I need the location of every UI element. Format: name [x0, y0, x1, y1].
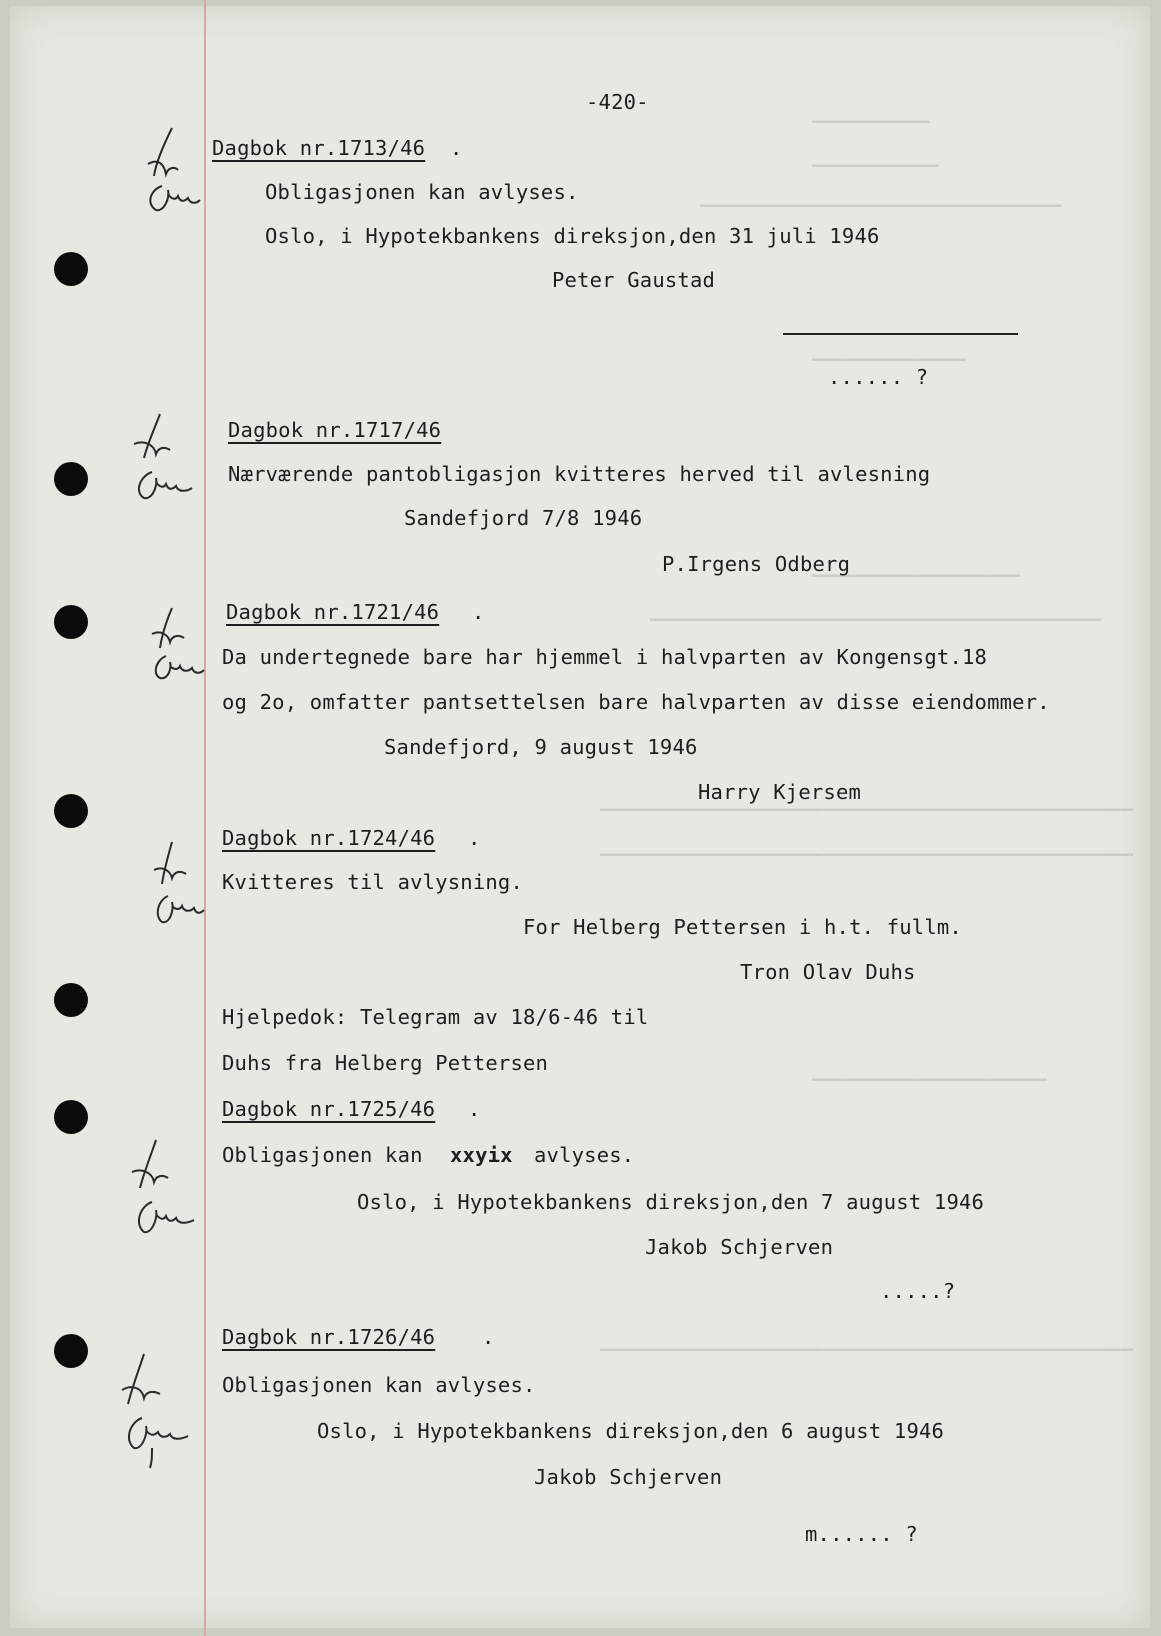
entry-text: og 2o, omfatter pantsettelsen bare halvparten av disse eiendommer. [222, 690, 1050, 714]
entry-text: Da undertegnede bare har hjemmel i halvparten av Kongensgt.18 [222, 645, 988, 669]
initials-signature [142, 124, 204, 220]
entry-text: Obligasjonen kan avlyses. [222, 1373, 536, 1397]
margin-line [204, 0, 206, 1636]
initials-signature [148, 604, 208, 684]
initials-signature [150, 838, 208, 938]
entry-text: Obligasjonen kan [222, 1143, 423, 1167]
struck-out-text: xxyix [450, 1143, 513, 1167]
punch-hole [54, 462, 88, 496]
handwritten-mark: m...... ? [805, 1522, 918, 1546]
entry-text: avlyses. [534, 1143, 635, 1167]
handwritten-mark: ...... ? [828, 365, 929, 389]
entry-header-tail: . [472, 600, 485, 624]
punch-hole [54, 794, 88, 828]
separator-rule [783, 333, 1018, 335]
entry-signature-name: Jakob Schjerven [645, 1235, 834, 1259]
entry-header: Dagbok nr.1721/46 [226, 600, 440, 624]
entry-text: Oslo, i Hypotekbankens direksjon,den 31 juli 1946 [265, 224, 880, 248]
entry-signature-name: P.Irgens Odberg [662, 552, 851, 576]
entry-text: Obligasjonen kan avlyses. [265, 180, 579, 204]
entry-text: Sandefjord 7/8 1946 [404, 506, 643, 530]
punch-hole [54, 252, 88, 286]
entry-text: For Helberg Pettersen i h.t. fullm. [523, 915, 962, 939]
punch-hole [54, 1334, 88, 1368]
initials-signature [130, 410, 198, 510]
entry-header-tail: . [450, 136, 463, 160]
entry-header: Dagbok nr.1717/46 [228, 418, 442, 442]
entry-signature-name: Harry Kjersem [698, 780, 862, 804]
entry-signature-name: Tron Olav Duhs [740, 960, 916, 984]
entry-text: Hjelpedok: Telegram av 18/6-46 til [222, 1005, 649, 1029]
entry-text: Kvitteres til avlysning. [222, 870, 524, 894]
entry-text: Oslo, i Hypotekbankens direksjon,den 7 august 1946 [357, 1190, 985, 1214]
entry-header-tail: . [468, 826, 481, 850]
handwritten-mark: .....? [880, 1279, 956, 1303]
entry-text: Duhs fra Helberg Pettersen [222, 1051, 549, 1075]
entry-header: Dagbok nr.1725/46 [222, 1097, 436, 1121]
punch-hole [54, 605, 88, 639]
initials-signature [128, 1136, 202, 1246]
entry-header: Dagbok nr.1724/46 [222, 826, 436, 850]
entry-text: Oslo, i Hypotekbankens direksjon,den 6 august 1946 [317, 1419, 945, 1443]
entry-header-tail: . [482, 1325, 495, 1349]
punch-hole [54, 1100, 88, 1134]
entry-text: Sandefjord, 9 august 1946 [384, 735, 698, 759]
entry-header: Dagbok nr.1726/46 [222, 1325, 436, 1349]
entry-signature-name: Peter Gaustad [552, 268, 716, 292]
entry-signature-name: Jakob Schjerven [534, 1465, 723, 1489]
page-number: -420- [586, 90, 649, 114]
initials-signature [118, 1350, 198, 1470]
entry-text: Nærværende pantobligasjon kvitteres herved til avlesning [228, 462, 931, 486]
entry-header: Dagbok nr.1713/46 [212, 136, 426, 160]
entry-header-tail: . [468, 1097, 481, 1121]
punch-hole [54, 983, 88, 1017]
